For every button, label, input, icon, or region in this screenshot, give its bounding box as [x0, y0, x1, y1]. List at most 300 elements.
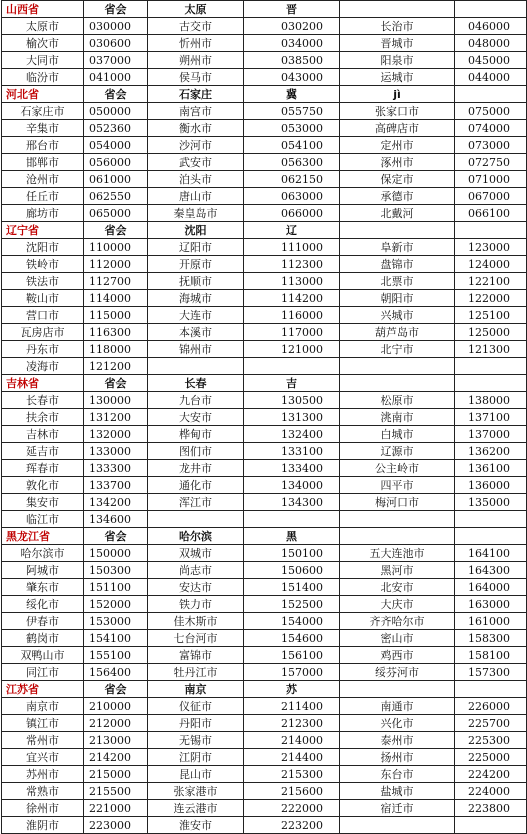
- table-row: [2, 766, 527, 783]
- postal-code-cell: 154100: [84, 630, 148, 647]
- postal-code-cell: 222000: [244, 800, 340, 817]
- postal-code-cell: 061000: [84, 171, 148, 188]
- postal-code-cell: 150100: [244, 545, 340, 562]
- postal-code-cell: 071000: [455, 171, 527, 188]
- postal-code-cell: 123000: [455, 239, 527, 256]
- table-body: [2, 1, 527, 834]
- table-row: [2, 256, 527, 273]
- postal-code-cell: 157000: [244, 664, 340, 681]
- table-row: [2, 817, 527, 834]
- city-name-cell: [340, 817, 455, 834]
- city-name-cell: 铁法市: [2, 273, 84, 290]
- postal-code-cell: 112700: [84, 273, 148, 290]
- postal-code-cell: 133400: [244, 460, 340, 477]
- city-name-cell: 涿州市: [340, 154, 455, 171]
- postal-code-cell: 118000: [84, 341, 148, 358]
- city-name-cell: 长春市: [2, 392, 84, 409]
- postal-code-cell: [455, 817, 527, 834]
- city-name-cell: 同江市: [2, 664, 84, 681]
- city-name-cell: 敦化市: [2, 477, 84, 494]
- province-abbreviation: 苏: [244, 681, 340, 698]
- city-name-cell: 兴城市: [340, 307, 455, 324]
- postal-code-cell: 156100: [244, 647, 340, 664]
- city-name-cell: 扬州市: [340, 749, 455, 766]
- city-name-cell: 鞍山市: [2, 290, 84, 307]
- capital-city: 太原: [148, 1, 244, 18]
- city-name-cell: 保定市: [340, 171, 455, 188]
- city-name-cell: 临江市: [2, 511, 84, 528]
- city-name-cell: 富锦市: [148, 647, 244, 664]
- postal-code-cell: 225300: [455, 732, 527, 749]
- city-name-cell: 南京市: [2, 698, 84, 715]
- postal-code-cell: 056300: [244, 154, 340, 171]
- city-name-cell: 太原市: [2, 18, 84, 35]
- city-name-cell: 临汾市: [2, 69, 84, 86]
- city-name-cell: 苏州市: [2, 766, 84, 783]
- city-name-cell: 朝阳市: [340, 290, 455, 307]
- table-row: [2, 239, 527, 256]
- city-name-cell: 连云港市: [148, 800, 244, 817]
- city-name-cell: 淮阴市: [2, 817, 84, 834]
- postal-code-cell: [244, 358, 340, 375]
- city-name-cell: 本溪市: [148, 324, 244, 341]
- postal-code-cell: 066000: [244, 205, 340, 222]
- header-blank: [455, 375, 527, 392]
- postal-code-cell: 161000: [455, 613, 527, 630]
- city-name-cell: 四平市: [340, 477, 455, 494]
- postal-code-cell: 224200: [455, 766, 527, 783]
- postal-code-cell: 221000: [84, 800, 148, 817]
- postal-code-cell: 112300: [244, 256, 340, 273]
- postal-code-cell: 224000: [455, 783, 527, 800]
- city-name-cell: 海城市: [148, 290, 244, 307]
- city-name-cell: 江阴市: [148, 749, 244, 766]
- table-row: [2, 732, 527, 749]
- city-name-cell: 南宫市: [148, 103, 244, 120]
- postal-code-cell: 125000: [455, 324, 527, 341]
- city-name-cell: 常州市: [2, 732, 84, 749]
- postal-code-cell: 030600: [84, 35, 148, 52]
- postal-code-cell: 210000: [84, 698, 148, 715]
- city-name-cell: 泰州市: [340, 732, 455, 749]
- postal-code-cell: 214000: [244, 732, 340, 749]
- capital-city: 哈尔滨: [148, 528, 244, 545]
- city-name-cell: 定州市: [340, 137, 455, 154]
- city-name-cell: 东台市: [340, 766, 455, 783]
- table-row: [2, 120, 527, 137]
- postal-code-cell: 213000: [84, 732, 148, 749]
- city-name-cell: 丹阳市: [148, 715, 244, 732]
- city-name-cell: 铁力市: [148, 596, 244, 613]
- city-name-cell: 承德市: [340, 188, 455, 205]
- postal-code-cell: 044000: [455, 69, 527, 86]
- postal-code-cell: 215600: [244, 783, 340, 800]
- city-name-cell: 常熟市: [2, 783, 84, 800]
- header-blank: [455, 528, 527, 545]
- city-name-cell: 浑江市: [148, 494, 244, 511]
- postal-code-cell: 151400: [244, 579, 340, 596]
- postal-code-cell: 066100: [455, 205, 527, 222]
- capital-label: 省会: [84, 222, 148, 239]
- postal-code-cell: 115000: [84, 307, 148, 324]
- city-name-cell: 昆山市: [148, 766, 244, 783]
- postal-code-cell: 050000: [84, 103, 148, 120]
- table-row: [2, 18, 527, 35]
- city-name-cell: 丹东市: [2, 341, 84, 358]
- abbreviation-pinyin: jì: [340, 86, 455, 103]
- postal-code-cell: 154000: [244, 613, 340, 630]
- city-name-cell: 任丘市: [2, 188, 84, 205]
- postal-code-cell: 163000: [455, 596, 527, 613]
- city-name-cell: 沈阳市: [2, 239, 84, 256]
- postal-code-cell: 073000: [455, 137, 527, 154]
- city-name-cell: 石家庄市: [2, 103, 84, 120]
- postal-code-cell: 225000: [455, 749, 527, 766]
- postal-code-cell: 136000: [455, 477, 527, 494]
- province-name: 江苏省: [2, 681, 84, 698]
- postal-code-cell: 152000: [84, 596, 148, 613]
- city-name-cell: 衡水市: [148, 120, 244, 137]
- city-name-cell: 大庆市: [340, 596, 455, 613]
- city-name-cell: 鹤岗市: [2, 630, 84, 647]
- city-name-cell: 古交市: [148, 18, 244, 35]
- postal-code-cell: 045000: [455, 52, 527, 69]
- city-name-cell: 集安市: [2, 494, 84, 511]
- city-name-cell: 哈尔滨市: [2, 545, 84, 562]
- city-name-cell: 长治市: [340, 18, 455, 35]
- postal-code-cell: 215500: [84, 783, 148, 800]
- city-name-cell: 安达市: [148, 579, 244, 596]
- postal-code-cell: 130000: [84, 392, 148, 409]
- postal-code-cell: 116300: [84, 324, 148, 341]
- city-name-cell: 盘锦市: [340, 256, 455, 273]
- city-name-cell: 高碑店市: [340, 120, 455, 137]
- city-name-cell: 图们市: [148, 443, 244, 460]
- postal-code-cell: 164300: [455, 562, 527, 579]
- city-name-cell: 廊坊市: [2, 205, 84, 222]
- city-name-cell: 七台河市: [148, 630, 244, 647]
- postal-code-cell: 215300: [244, 766, 340, 783]
- table-row: [2, 579, 527, 596]
- province-header-row: [2, 681, 527, 698]
- table-row: [2, 664, 527, 681]
- table-row: [2, 562, 527, 579]
- province-header-row: [2, 375, 527, 392]
- city-name-cell: 兴化市: [340, 715, 455, 732]
- city-name-cell: 沧州市: [2, 171, 84, 188]
- abbreviation-pinyin: [340, 375, 455, 392]
- city-name-cell: 桦甸市: [148, 426, 244, 443]
- capital-label: 省会: [84, 375, 148, 392]
- postal-code-cell: 214200: [84, 749, 148, 766]
- postal-code-cell: 132400: [244, 426, 340, 443]
- postal-code-cell: 134200: [84, 494, 148, 511]
- postal-code-cell: 062150: [244, 171, 340, 188]
- table-row: [2, 273, 527, 290]
- postal-code-cell: 121300: [455, 341, 527, 358]
- province-name: 辽宁省: [2, 222, 84, 239]
- province-name: 山西省: [2, 1, 84, 18]
- city-name-cell: 大同市: [2, 52, 84, 69]
- postal-code-cell: 111000: [244, 239, 340, 256]
- city-name-cell: 辽阳市: [148, 239, 244, 256]
- city-name-cell: 北戴河: [340, 205, 455, 222]
- postal-code-cell: 041000: [84, 69, 148, 86]
- table-row: [2, 392, 527, 409]
- city-name-cell: 大连市: [148, 307, 244, 324]
- city-name-cell: 侯马市: [148, 69, 244, 86]
- postal-code-cell: 110000: [84, 239, 148, 256]
- postal-code-cell: 164100: [455, 545, 527, 562]
- table-row: [2, 613, 527, 630]
- postal-code-cell: 223200: [244, 817, 340, 834]
- city-name-cell: 扶余市: [2, 409, 84, 426]
- city-name-cell: 泊头市: [148, 171, 244, 188]
- table-row: [2, 749, 527, 766]
- city-name-cell: 阿城市: [2, 562, 84, 579]
- city-name-cell: 瓦房店市: [2, 324, 84, 341]
- postal-code-cell: 133300: [84, 460, 148, 477]
- city-name-cell: 凌海市: [2, 358, 84, 375]
- table-row: [2, 52, 527, 69]
- city-name-cell: 葫芦岛市: [340, 324, 455, 341]
- city-name-cell: 双城市: [148, 545, 244, 562]
- postal-code-cell: 215000: [84, 766, 148, 783]
- postal-code-cell: 048000: [455, 35, 527, 52]
- city-name-cell: 沙河市: [148, 137, 244, 154]
- postal-code-cell: 124000: [455, 256, 527, 273]
- postal-code-cell: 212000: [84, 715, 148, 732]
- table-row: [2, 69, 527, 86]
- postal-code-cell: 055750: [244, 103, 340, 120]
- city-name-cell: 五大连池市: [340, 545, 455, 562]
- capital-label: 省会: [84, 681, 148, 698]
- city-name-cell: 大安市: [148, 409, 244, 426]
- table-row: [2, 103, 527, 120]
- table-row: [2, 35, 527, 52]
- capital-label: 省会: [84, 528, 148, 545]
- city-name-cell: 洮南市: [340, 409, 455, 426]
- province-abbreviation: 黑: [244, 528, 340, 545]
- city-name-cell: 仪征市: [148, 698, 244, 715]
- postal-code-cell: 150000: [84, 545, 148, 562]
- capital-city: 长春: [148, 375, 244, 392]
- city-name-cell: 邯郸市: [2, 154, 84, 171]
- city-name-cell: 武安市: [148, 154, 244, 171]
- city-name-cell: 宜兴市: [2, 749, 84, 766]
- postal-code-cell: 134300: [244, 494, 340, 511]
- postal-code-cell: 030200: [244, 18, 340, 35]
- postal-code-cell: 121200: [84, 358, 148, 375]
- postal-code-cell: 038500: [244, 52, 340, 69]
- city-name-cell: 北宁市: [340, 341, 455, 358]
- capital-city: 石家庄: [148, 86, 244, 103]
- postal-code-cell: 157300: [455, 664, 527, 681]
- abbreviation-pinyin: [340, 1, 455, 18]
- city-name-cell: 白城市: [340, 426, 455, 443]
- city-name-cell: 松原市: [340, 392, 455, 409]
- postal-code-cell: 114000: [84, 290, 148, 307]
- table-row: [2, 426, 527, 443]
- city-name-cell: [340, 358, 455, 375]
- city-name-cell: 辽源市: [340, 443, 455, 460]
- postal-code-cell: 223800: [455, 800, 527, 817]
- city-name-cell: 锦州市: [148, 341, 244, 358]
- abbreviation-pinyin: [340, 681, 455, 698]
- capital-label: 省会: [84, 86, 148, 103]
- capital-city: 南京: [148, 681, 244, 698]
- postal-code-cell: 211400: [244, 698, 340, 715]
- city-name-cell: [148, 511, 244, 528]
- city-name-cell: 无锡市: [148, 732, 244, 749]
- abbreviation-pinyin: [340, 528, 455, 545]
- table-row: [2, 290, 527, 307]
- province-name: 河北省: [2, 86, 84, 103]
- province-abbreviation: 吉: [244, 375, 340, 392]
- city-name-cell: 张家港市: [148, 783, 244, 800]
- postal-code-cell: [455, 358, 527, 375]
- postal-code-cell: 155100: [84, 647, 148, 664]
- table-row: [2, 341, 527, 358]
- postal-code-cell: 156400: [84, 664, 148, 681]
- city-name-cell: 镇江市: [2, 715, 84, 732]
- postal-code-cell: 133100: [244, 443, 340, 460]
- postal-code-cell: 052360: [84, 120, 148, 137]
- city-name-cell: [340, 511, 455, 528]
- table-row: [2, 443, 527, 460]
- postal-code-cell: 131200: [84, 409, 148, 426]
- city-name-cell: 辛集市: [2, 120, 84, 137]
- province-header-row: [2, 1, 527, 18]
- postal-code-cell: 150300: [84, 562, 148, 579]
- table-row: [2, 545, 527, 562]
- postal-code-cell: 054100: [244, 137, 340, 154]
- postal-code-cell: 030000: [84, 18, 148, 35]
- city-name-cell: 公主岭市: [340, 460, 455, 477]
- postal-code-cell: 062550: [84, 188, 148, 205]
- postal-code-cell: 150600: [244, 562, 340, 579]
- postal-code-cell: 063000: [244, 188, 340, 205]
- abbreviation-pinyin: [340, 222, 455, 239]
- table-row: [2, 137, 527, 154]
- city-name-cell: 尚志市: [148, 562, 244, 579]
- city-name-cell: 龙井市: [148, 460, 244, 477]
- city-name-cell: 徐州市: [2, 800, 84, 817]
- capital-label: 省会: [84, 1, 148, 18]
- postal-code-cell: 072750: [455, 154, 527, 171]
- province-name: 黑龙江省: [2, 528, 84, 545]
- postal-code-cell: 054000: [84, 137, 148, 154]
- table-row: [2, 154, 527, 171]
- table-row: [2, 324, 527, 341]
- city-name-cell: 抚顺市: [148, 273, 244, 290]
- postal-code-cell: 153000: [84, 613, 148, 630]
- postal-code-cell: 151100: [84, 579, 148, 596]
- table-row: [2, 783, 527, 800]
- city-name-cell: 牡丹江市: [148, 664, 244, 681]
- city-name-cell: 张家口市: [340, 103, 455, 120]
- city-name-cell: 运城市: [340, 69, 455, 86]
- table-row: [2, 596, 527, 613]
- city-name-cell: 忻州市: [148, 35, 244, 52]
- postal-code-cell: 134600: [84, 511, 148, 528]
- city-name-cell: 淮安市: [148, 817, 244, 834]
- city-name-cell: 梅河口市: [340, 494, 455, 511]
- city-name-cell: [148, 358, 244, 375]
- province-header-row: [2, 528, 527, 545]
- postal-code-cell: 158300: [455, 630, 527, 647]
- postal-code-cell: 137000: [455, 426, 527, 443]
- table-row: [2, 307, 527, 324]
- postal-code-cell: 121000: [244, 341, 340, 358]
- capital-city: 沈阳: [148, 222, 244, 239]
- city-name-cell: 九台市: [148, 392, 244, 409]
- postal-code-cell: 113000: [244, 273, 340, 290]
- postal-code-cell: 065000: [84, 205, 148, 222]
- table-row: [2, 205, 527, 222]
- postal-code-cell: 131300: [244, 409, 340, 426]
- table-row: [2, 715, 527, 732]
- city-name-cell: 鸡西市: [340, 647, 455, 664]
- postal-code-cell: 214400: [244, 749, 340, 766]
- province-abbreviation: 冀: [244, 86, 340, 103]
- city-name-cell: 朔州市: [148, 52, 244, 69]
- postal-code-cell: 125100: [455, 307, 527, 324]
- header-blank: [455, 222, 527, 239]
- postal-code-cell: 067000: [455, 188, 527, 205]
- postal-code-cell: 136100: [455, 460, 527, 477]
- table-row: [2, 494, 527, 511]
- province-abbreviation: 辽: [244, 222, 340, 239]
- province-abbreviation: 晋: [244, 1, 340, 18]
- city-name-cell: 齐齐哈尔市: [340, 613, 455, 630]
- city-name-cell: 营口市: [2, 307, 84, 324]
- city-name-cell: 双鸭山市: [2, 647, 84, 664]
- postal-code-cell: 223000: [84, 817, 148, 834]
- postal-code-cell: 056000: [84, 154, 148, 171]
- postal-code-cell: 130500: [244, 392, 340, 409]
- city-name-cell: 铁岭市: [2, 256, 84, 273]
- city-name-cell: 唐山市: [148, 188, 244, 205]
- table-row: [2, 409, 527, 426]
- table-row: [2, 800, 527, 817]
- city-name-cell: 晋城市: [340, 35, 455, 52]
- table-row: [2, 358, 527, 375]
- postal-code-cell: [244, 511, 340, 528]
- table-row: [2, 511, 527, 528]
- postal-code-cell: 074000: [455, 120, 527, 137]
- city-name-cell: 肇东市: [2, 579, 84, 596]
- postal-code-cell: 154600: [244, 630, 340, 647]
- postal-code-table: [1, 0, 527, 834]
- city-name-cell: 密山市: [340, 630, 455, 647]
- table-row: [2, 171, 527, 188]
- province-name: 吉林省: [2, 375, 84, 392]
- city-name-cell: 宿迁市: [340, 800, 455, 817]
- postal-code-cell: 117000: [244, 324, 340, 341]
- city-name-cell: 伊春市: [2, 613, 84, 630]
- postal-code-cell: 116000: [244, 307, 340, 324]
- city-name-cell: 佳木斯市: [148, 613, 244, 630]
- postal-code-cell: [455, 511, 527, 528]
- city-name-cell: 开原市: [148, 256, 244, 273]
- city-name-cell: 绥芬河市: [340, 664, 455, 681]
- postal-code-cell: 037000: [84, 52, 148, 69]
- postal-code-cell: 046000: [455, 18, 527, 35]
- postal-code-cell: 136200: [455, 443, 527, 460]
- city-name-cell: 北票市: [340, 273, 455, 290]
- postal-code-cell: 053000: [244, 120, 340, 137]
